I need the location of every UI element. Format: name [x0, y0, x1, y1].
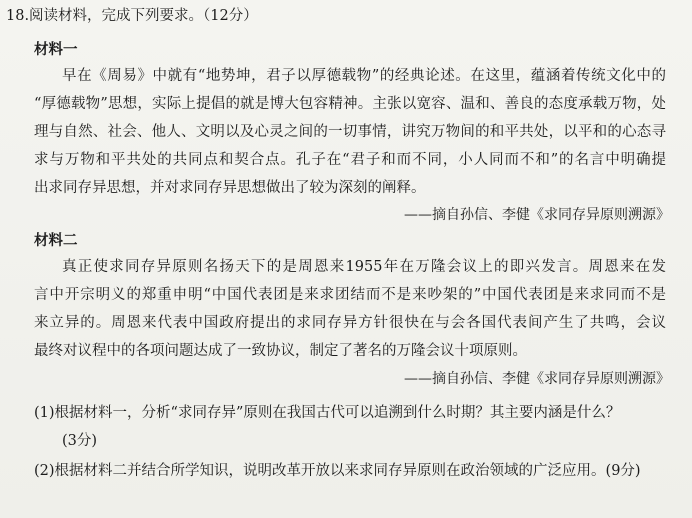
material2-line-3: 来立异的。周恩来代表中国政府提出的求同存异方针很快在与会各国代表间产生了共鸣，会议	[34, 315, 666, 331]
material1-line-3: 理与自然、社会、他人、文明以及心灵之间的一切事情，讲究万物间的和平共处，以平和的心态寻	[34, 124, 666, 140]
material1-line-5: 出求同存异思想，并对求同存异思想做出了较为深刻的阐释。	[34, 180, 426, 196]
material1-title: 材料一	[34, 42, 78, 58]
material1-line-1: 早在《周易》中就有“地势坤，君子以厚德载物”的经典论述。在这里，蕴涵着传统文化中的	[62, 68, 666, 84]
material1-line-2: “厚德载物”思想，实际上提倡的就是博大包容精神。主张以宽容、温和、善良的态度承载万物，处	[34, 96, 666, 112]
material1-citation: ——摘自孙信、李健《求同存异原则溯源》	[404, 207, 670, 223]
subquestion-1-line-2: (3分)	[62, 433, 98, 449]
subquestion-2: (2)根据材料二并结合所学知识，说明改革开放以来求同存异原则在政治领域的广泛应用。(9分)	[34, 463, 641, 479]
material2-line-2: 言中开宗明义的郑重申明“中国代表团是来求团结而不是来吵架的”中国代表团是来求同而不是	[34, 287, 666, 303]
question-header: 18.阅读材料，完成下列要求。（12分）	[6, 8, 258, 24]
material1-line-4: 求与万物和平共处的共同点和契合点。孔子在“君子和而不同，小人同而不和”的名言中明确提	[34, 152, 666, 168]
material2-line-1: 真正使求同存异原则名扬天下的是周恩来1955年在万隆会议上的即兴发言。周恩来在发	[62, 259, 666, 275]
material2-citation: ——摘自孙信、李健《求同存异原则溯源》	[404, 371, 670, 387]
subquestion-1-line-1: (1)根据材料一，分析“求同存异”原则在我国古代可以追溯到什么时期？其主要内涵是什么？	[34, 405, 621, 421]
material2-line-4: 最终对议程中的各项问题达成了一致协议，制定了著名的万隆会议十项原则。	[34, 343, 527, 359]
material2-title: 材料二	[34, 233, 78, 249]
